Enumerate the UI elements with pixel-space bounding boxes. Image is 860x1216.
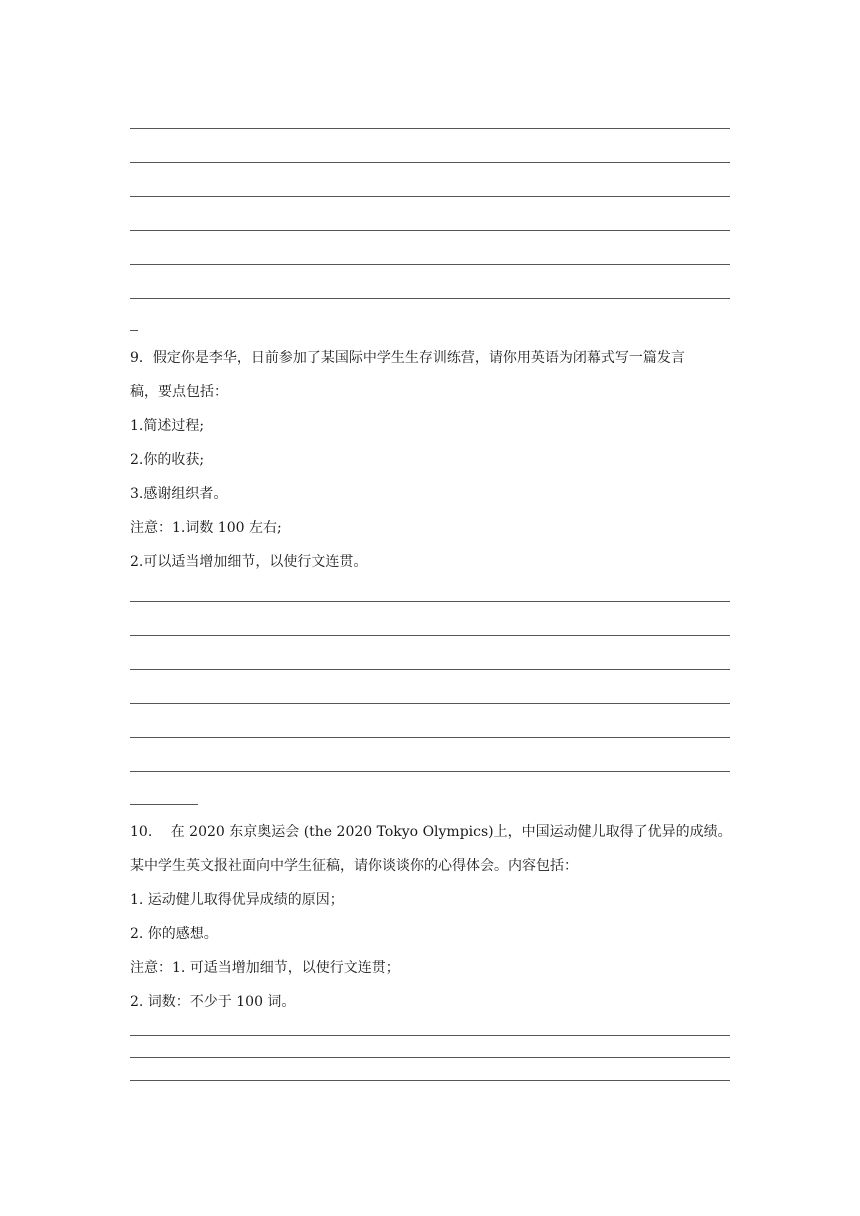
q9-title: 9．假定你是李华，日前参加了某国际中学生生存训练营，请你用英语为闭幕式写一篇发言 xyxy=(130,350,685,366)
q9-point-1: 1.简述过程; xyxy=(130,418,205,434)
answer-line[interactable] xyxy=(130,298,730,299)
answer-line[interactable] xyxy=(130,771,730,772)
q10-point-1: 1. 运动健儿取得优异成绩的原因； xyxy=(130,892,344,908)
q9-note-1: 注意：1.词数 100 左右; xyxy=(130,520,282,536)
answer-line[interactable] xyxy=(130,669,730,670)
q10-note-1: 注意：1. 可适当增加细节，以使行文连贯； xyxy=(130,960,400,976)
answer-line[interactable] xyxy=(130,230,730,231)
answer-line-end[interactable] xyxy=(130,330,138,331)
answer-line[interactable] xyxy=(130,196,730,197)
q9-point-2: 2.你的收获; xyxy=(130,452,205,468)
q9-note-2: 2.可以适当增加细节，以使行文连贯。 xyxy=(130,554,368,570)
answer-line[interactable] xyxy=(130,162,730,163)
answer-line[interactable] xyxy=(130,737,730,738)
q10-title: 10. 在 2020 东京奥运会 (the 2020 Tokyo Olympics)上，中国运动健儿取得了优异的成绩。 xyxy=(130,824,732,840)
q10-title-continued: 某中学生英文报社面向中学生征稿，请你谈谈你的心得体会。内容包括： xyxy=(130,858,578,874)
answer-line[interactable] xyxy=(130,1057,730,1058)
q10-point-2: 2. 你的感想。 xyxy=(130,926,218,942)
answer-line[interactable] xyxy=(130,128,730,129)
q9-title-continued: 稿，要点包括： xyxy=(130,384,228,400)
answer-line[interactable] xyxy=(130,635,730,636)
answer-line[interactable] xyxy=(130,601,730,602)
q10-note-2: 2. 词数：不少于 100 词。 xyxy=(130,994,296,1010)
answer-line[interactable] xyxy=(130,264,730,265)
q9-point-3: 3.感谢组织者。 xyxy=(130,486,228,502)
answer-line-end[interactable] xyxy=(130,804,198,805)
answer-line[interactable] xyxy=(130,1035,730,1036)
answer-line[interactable] xyxy=(130,1080,730,1081)
answer-line[interactable] xyxy=(130,703,730,704)
